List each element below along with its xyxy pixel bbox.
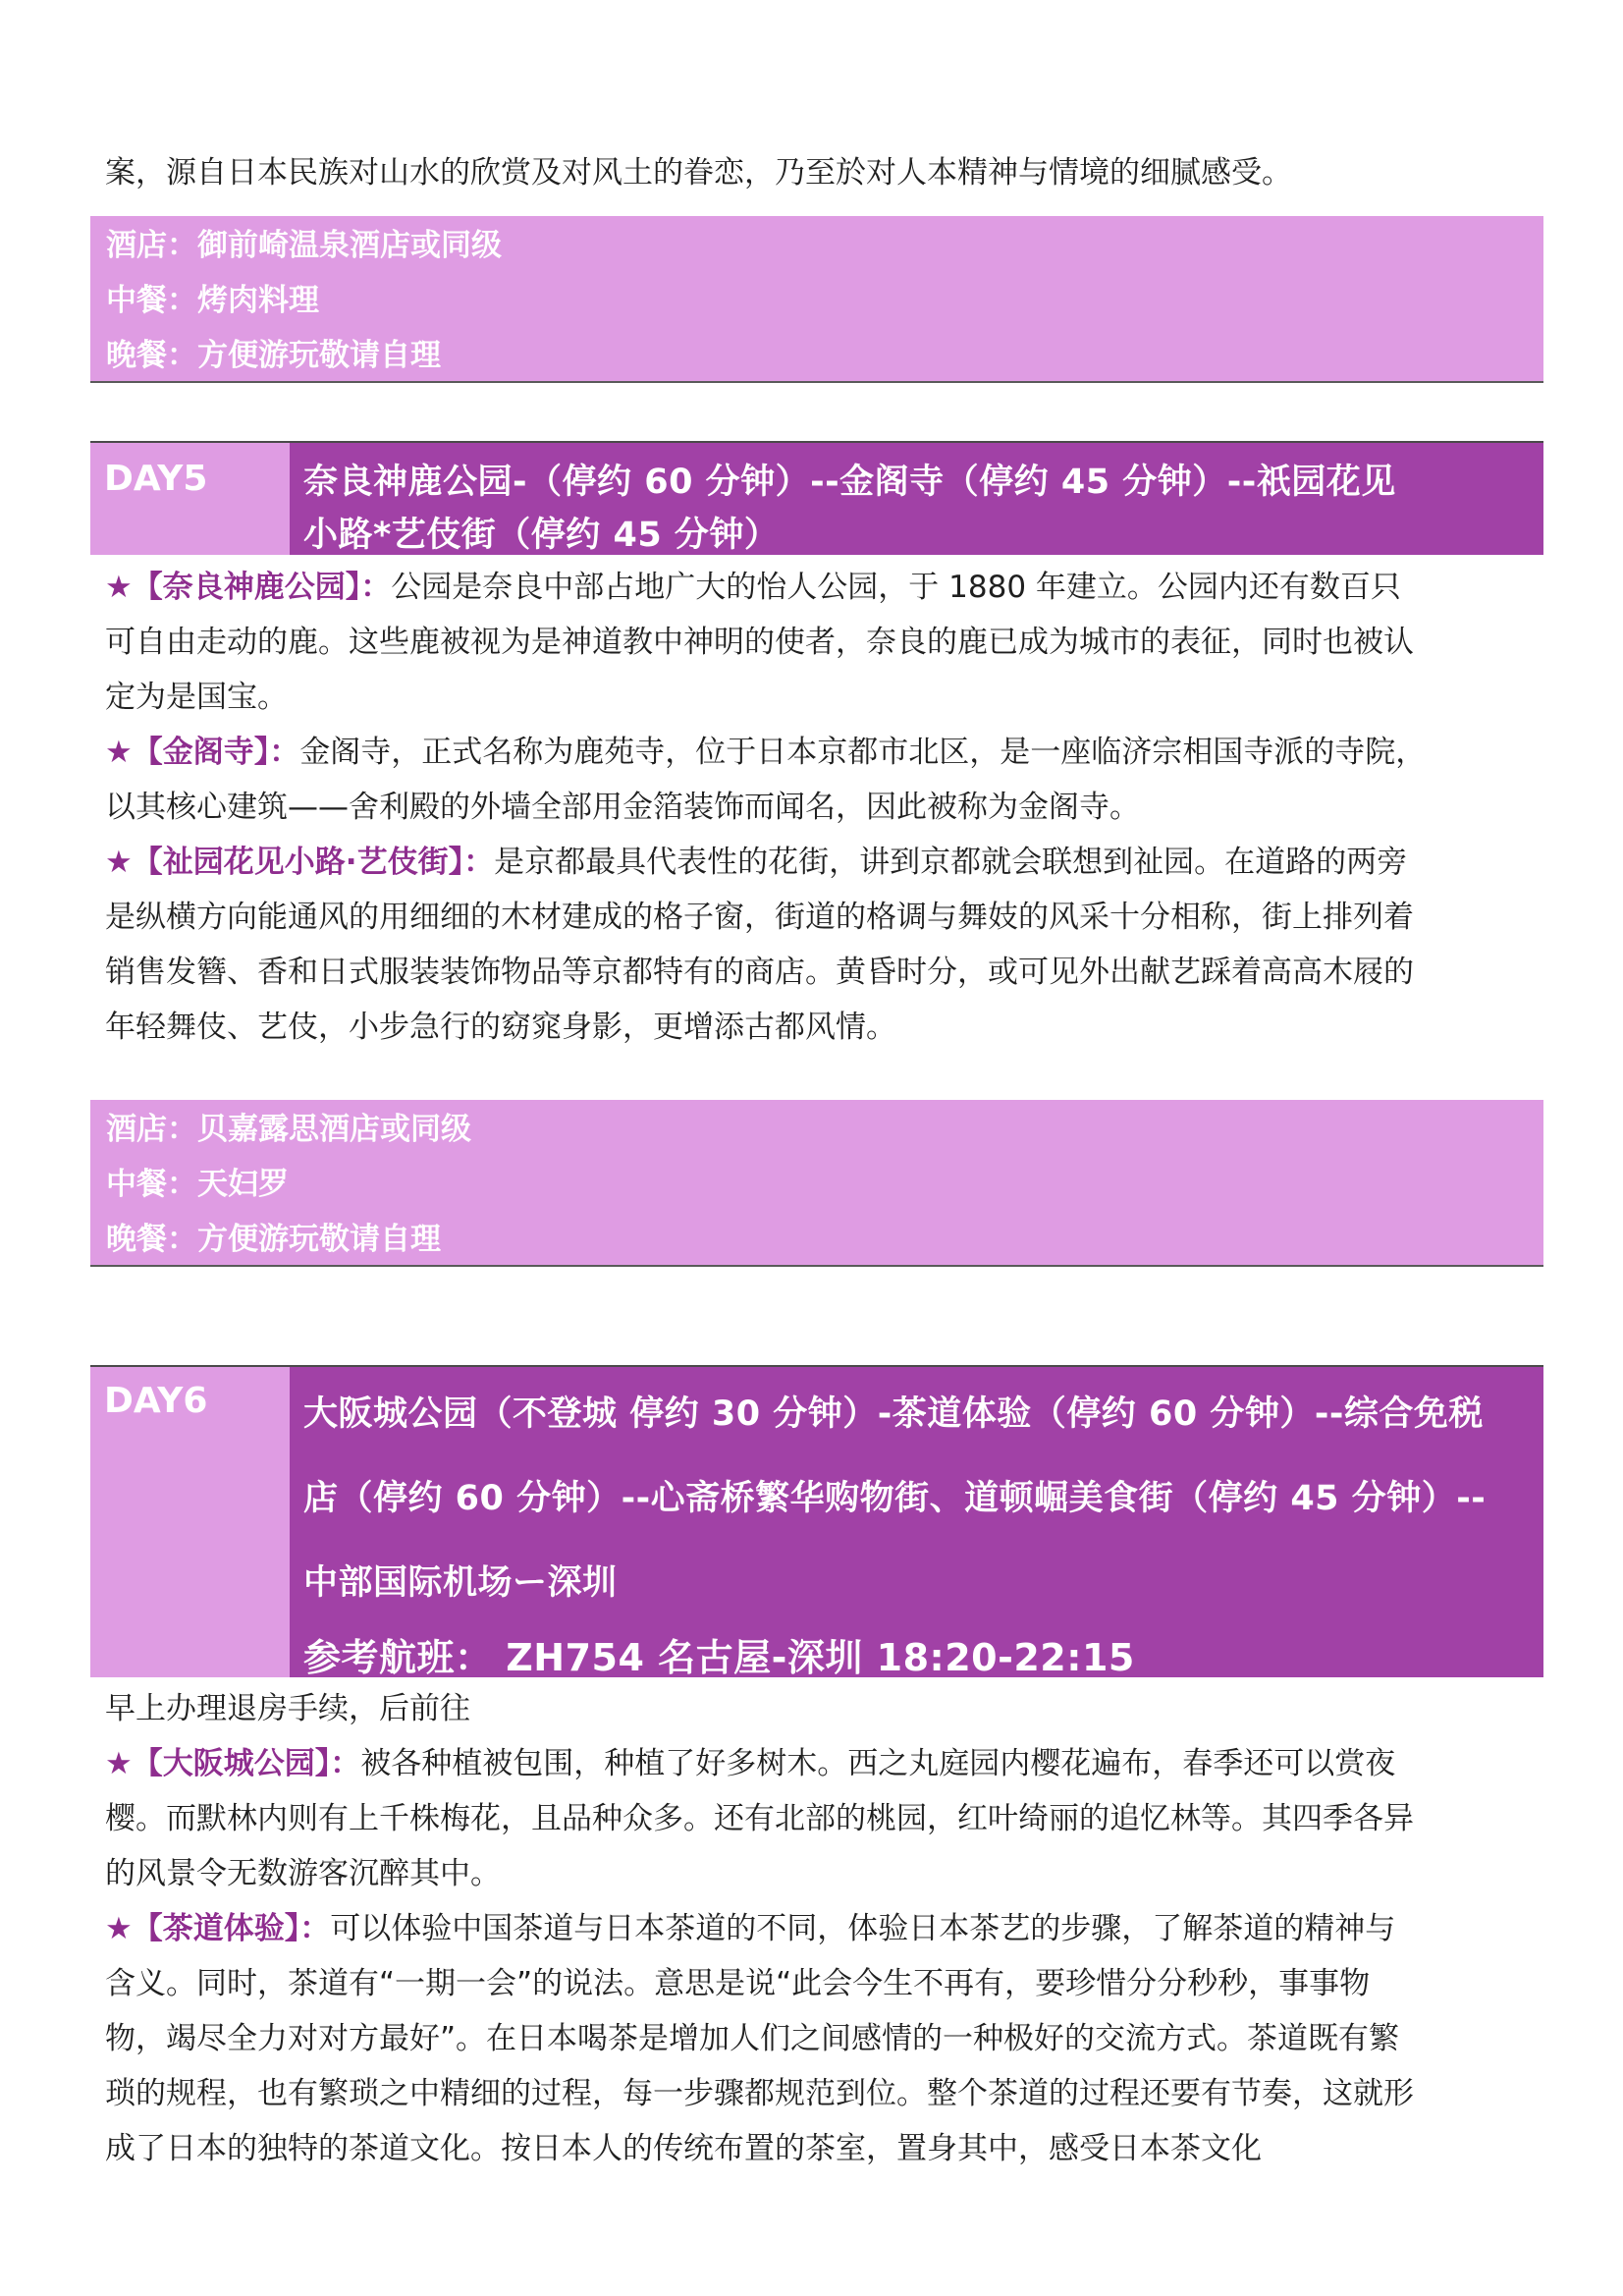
day5-title-cell	[290, 443, 1543, 555]
tea-ceremony-heading: ★【茶道体验】：	[105, 1911, 331, 1946]
day6-item2-line3: 物，竭尽全力对对方最好”。在日本喝茶是增加人们之间感情的一种极好的交流方式。茶道既有繁	[105, 2021, 1400, 2056]
day6-title-cell	[290, 1367, 1543, 1677]
day6-title-line2: 店（停约 60 分钟）--心斋桥繁华购物街、道顿崛美食街（停约 45 分钟）--	[303, 1479, 1487, 1518]
day5-title-line1: 奈良神鹿公园-（停约 60 分钟）--金阁寺（停约 45 分钟）--祇园花见	[303, 463, 1396, 502]
day6-label: DAY6	[104, 1381, 208, 1421]
day5-item3-line2: 是纵横方向能通风的用细细的木材建成的格子窗，街道的格调与舞妓的风采十分相称，街上排列着	[105, 900, 1414, 935]
day6-intro: 早上办理退房手续，后前往	[105, 1691, 470, 1726]
day5-item2-line1	[105, 725, 1534, 780]
day6-title-line1: 大阪城公园（不登城 停约 30 分钟）-茶道体验（停约 60 分钟）--综合免税	[303, 1394, 1484, 1434]
nara-park-heading: ★【奈良神鹿公园】：	[105, 570, 392, 605]
intro-line: 案，源自日本民族对山水的欣赏及对风土的眷恋，乃至於对人本精神与情境的细腻感受。	[105, 155, 1292, 191]
day5-item1-line3: 定为是国宝。	[105, 680, 288, 715]
hotel-info: 酒店：贝嘉露思酒店或同级	[106, 1112, 471, 1147]
gion-heading: ★【祉园花见小路·艺伎街】：	[105, 845, 495, 880]
nara-park-text: 公园是奈良中部占地广大的怡人公园，于 1880 年建立。公园内还有数百只	[391, 570, 1401, 605]
meal-box-day5	[90, 1100, 1543, 1267]
gion-text: 是京都最具代表性的花街，讲到京都就会联想到祉园。在道路的两旁	[494, 845, 1408, 880]
day5-item3-line3: 销售发簪、香和日式服装装饰物品等京都特有的商店。黄昏时分，或可见外出献艺踩着高高木屐的	[105, 955, 1414, 990]
day5-label: DAY5	[104, 459, 208, 499]
lunch-info: 中餐：烤肉料理	[106, 283, 319, 318]
dinner-info: 晚餐：方便游玩敬请自理	[106, 1222, 441, 1257]
day5-header	[90, 441, 1543, 555]
day6-item1-line1	[105, 1736, 1534, 1791]
day6-header	[90, 1365, 1543, 1677]
day5-title-line2: 小路*艺伎街（停约 45 分钟）	[303, 516, 780, 555]
day6-item2-line2: 含义。同时，茶道有“一期一会”的说法。意思是说“此会今生不再有，要珍惜分分秒秒，事事物	[105, 1966, 1371, 2001]
day6-item2-line5: 成了日本的独特的茶道文化。按日本人的传统布置的茶室，置身其中，感受日本茶文化	[105, 2131, 1262, 2166]
osaka-castle-heading: ★【大阪城公园】：	[105, 1746, 361, 1781]
day5-label-cell	[90, 443, 290, 555]
day6-item1-line3: 的风景令无数游客沉醉其中。	[105, 1856, 501, 1891]
day6-label-cell	[90, 1367, 290, 1677]
kinkakuji-heading: ★【金阁寺】：	[105, 735, 300, 770]
tea-ceremony-text: 可以体验中国茶道与日本茶道的不同，体验日本茶艺的步骤，了解茶道的精神与	[330, 1911, 1396, 1946]
lunch-info: 中餐：天妇罗	[106, 1167, 289, 1202]
day5-item2-line2: 以其核心建筑——舍利殿的外墙全部用金箔装饰而闻名，因此被称为金阁寺。	[105, 790, 1140, 825]
day5-item1-line1	[105, 560, 1534, 615]
hotel-info: 酒店：御前崎温泉酒店或同级	[106, 228, 502, 263]
meal-box-day4	[90, 216, 1543, 383]
kinkakuji-text: 金阁寺，正式名称为鹿苑寺，位于日本京都市北区，是一座临济宗相国寺派的寺院，	[299, 735, 1427, 770]
day5-item3-line1	[105, 835, 1534, 890]
day6-item2-line4: 琐的规程，也有繁琐之中精细的过程，每一步骤都规范到位。整个茶道的过程还要有节奏，这就形	[105, 2076, 1414, 2111]
day6-flight: 参考航班： ZH754 名古屋-深圳 18:20-22:15	[303, 1636, 1135, 1679]
dinner-info: 晚餐：方便游玩敬请自理	[106, 338, 441, 373]
day5-item3-line4: 年轻舞伎、艺伎，小步急行的窈窕身影，更增添古都风情。	[105, 1010, 896, 1045]
day6-title-line3: 中部国际机场ー深圳	[303, 1563, 618, 1603]
day6-item1-line2: 樱。而默林内则有上千株梅花，且品种众多。还有北部的桃园，红叶绮丽的追忆林等。其四季各异	[105, 1801, 1414, 1836]
day6-item2-line1	[105, 1901, 1534, 1956]
day5-item1-line2: 可自由走动的鹿。这些鹿被视为是神道教中神明的使者，奈良的鹿已成为城市的表征，同时也被认	[105, 625, 1414, 660]
osaka-castle-text: 被各种植被包围，种植了好多树木。西之丸庭园内樱花遍布，春季还可以赏夜	[360, 1746, 1396, 1781]
